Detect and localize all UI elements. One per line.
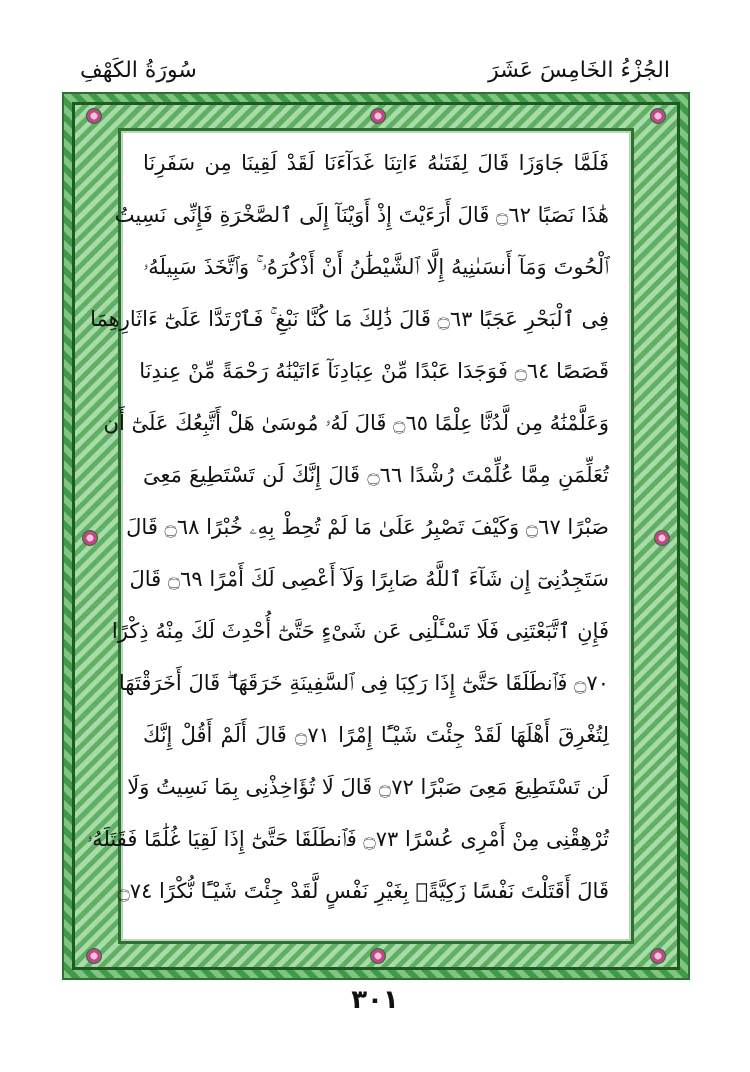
decorative-frame [62,92,690,980]
quran-text-panel [86,128,634,944]
verse-line: فَلَمَّا جَاوَزَا قَالَ لِفَتَىٰهُ ءَاتِنَا غَدَآءَنَا لَقَدْ لَقِينَا مِن سَفَرِنَا [143,151,609,175]
verse-line: قَصَصًا ۝٦٤ فَوَجَدَا عَبْدًا مِّنْ عِبَادِنَآ ءَاتَيْنَٰهُ رَحْمَةً مِّنْ عِندِنَا [139,359,609,383]
rosette-icon [86,948,102,964]
verse-line: لِتُغْرِقَ أَهْلَهَا لَقَدْ جِئْتَ شَيْـًٔا إِمْرًا ۝٧١ قَالَ أَلَمْ أَقُلْ إِنَّكَ [143,723,609,747]
rosette-icon [82,530,98,546]
surah-title: سُورَةُ الكَهْفِ [80,58,197,83]
verse-line: فَإِنِ ٱتَّبَعْتَنِى فَلَا تَسْـَٔلْنِى عَن شَىْءٍ حَتَّىٰٓ أُحْدِثَ لَكَ مِنْهُ ذِكْرًا [111,619,609,643]
rosette-icon [654,530,670,546]
verse-line: تُرْهِقْنِى مِنْ أَمْرِى عُسْرًا ۝٧٣ فَٱنطَلَقَا حَتَّىٰٓ إِذَا لَقِيَا غُلَٰمًا فَقَتَلَهُۥ [86,827,609,851]
verse-line: فِى ٱلْبَحْرِ عَجَبًا ۝٦٣ قَالَ ذَٰلِكَ مَا كُنَّا نَبْغِ ۚ فَٱرْتَدَّا عَلَىٰٓ ءَاثَارِهِمَا [90,307,609,331]
verse-line: هَٰذَا نَصَبًا ۝٦٢ قَالَ أَرَءَيْتَ إِذْ أَوَيْنَآ إِلَى ٱلصَّخْرَةِ فَإِنِّى نَسِيتُ [114,203,609,227]
verse-line: وَعَلَّمْنَٰهُ مِن لَّدُنَّا عِلْمًا ۝٦٥ قَالَ لَهُۥ مُوسَىٰ هَلْ أَتَّبِعُكَ عَلَىٰٓ أَن [103,411,609,435]
page-header [0,40,750,90]
verse-line: قَالَ أَقَتَلْتَ نَفْسًا زَكِيَّةًۢ بِغَيْرِ نَفْسٍ لَّقَدْ جِئْتَ شَيْـًٔا نُّكْرًا ۝٧٤ [117,879,609,903]
verse-line: سَتَجِدُنِىٓ إِن شَآءَ ٱللَّهُ صَابِرًا وَلَآ أَعْصِى لَكَ أَمْرًا ۝٦٩ قَالَ [129,567,609,591]
rosette-icon [650,108,666,124]
verse-line: ۝٧٠ فَٱنطَلَقَا حَتَّىٰٓ إِذَا رَكِبَا فِى ٱلسَّفِينَةِ خَرَقَهَا ۖ قَالَ أَخَرَقْتَهَا [118,671,609,695]
rosette-icon [370,948,386,964]
page-number: ٣٠١ [351,985,399,1015]
verse-line: تُعَلِّمَنِ مِمَّا عُلِّمْتَ رُشْدًا ۝٦٦ قَالَ إِنَّكَ لَن تَسْتَطِيعَ مَعِىَ [143,463,609,487]
rosette-icon [370,108,386,124]
rosette-icon [650,948,666,964]
juz-title: الجُزْءُ الخَامِسَ عَشَرَ [488,58,670,83]
verse-line: لَن تَسْتَطِيعَ مَعِىَ صَبْرًا ۝٧٢ قَالَ لَا تُؤَاخِذْنِى بِمَا نَسِيتُ وَلَا [127,775,609,799]
verse-line: ٱلْحُوتَ وَمَآ أَنسَىٰنِيهُ إِلَّا ٱلشَّيْطَٰنُ أَنْ أَذْكُرَهُۥ ۚ وَٱتَّخَذَ سَبِيلَهُۥ [143,255,609,279]
rosette-icon [86,108,102,124]
verse-line: صَبْرًا ۝٦٧ وَكَيْفَ تَصْبِرُ عَلَىٰ مَا لَمْ تُحِطْ بِهِۦ خُبْرًا ۝٦٨ قَالَ [126,515,609,539]
